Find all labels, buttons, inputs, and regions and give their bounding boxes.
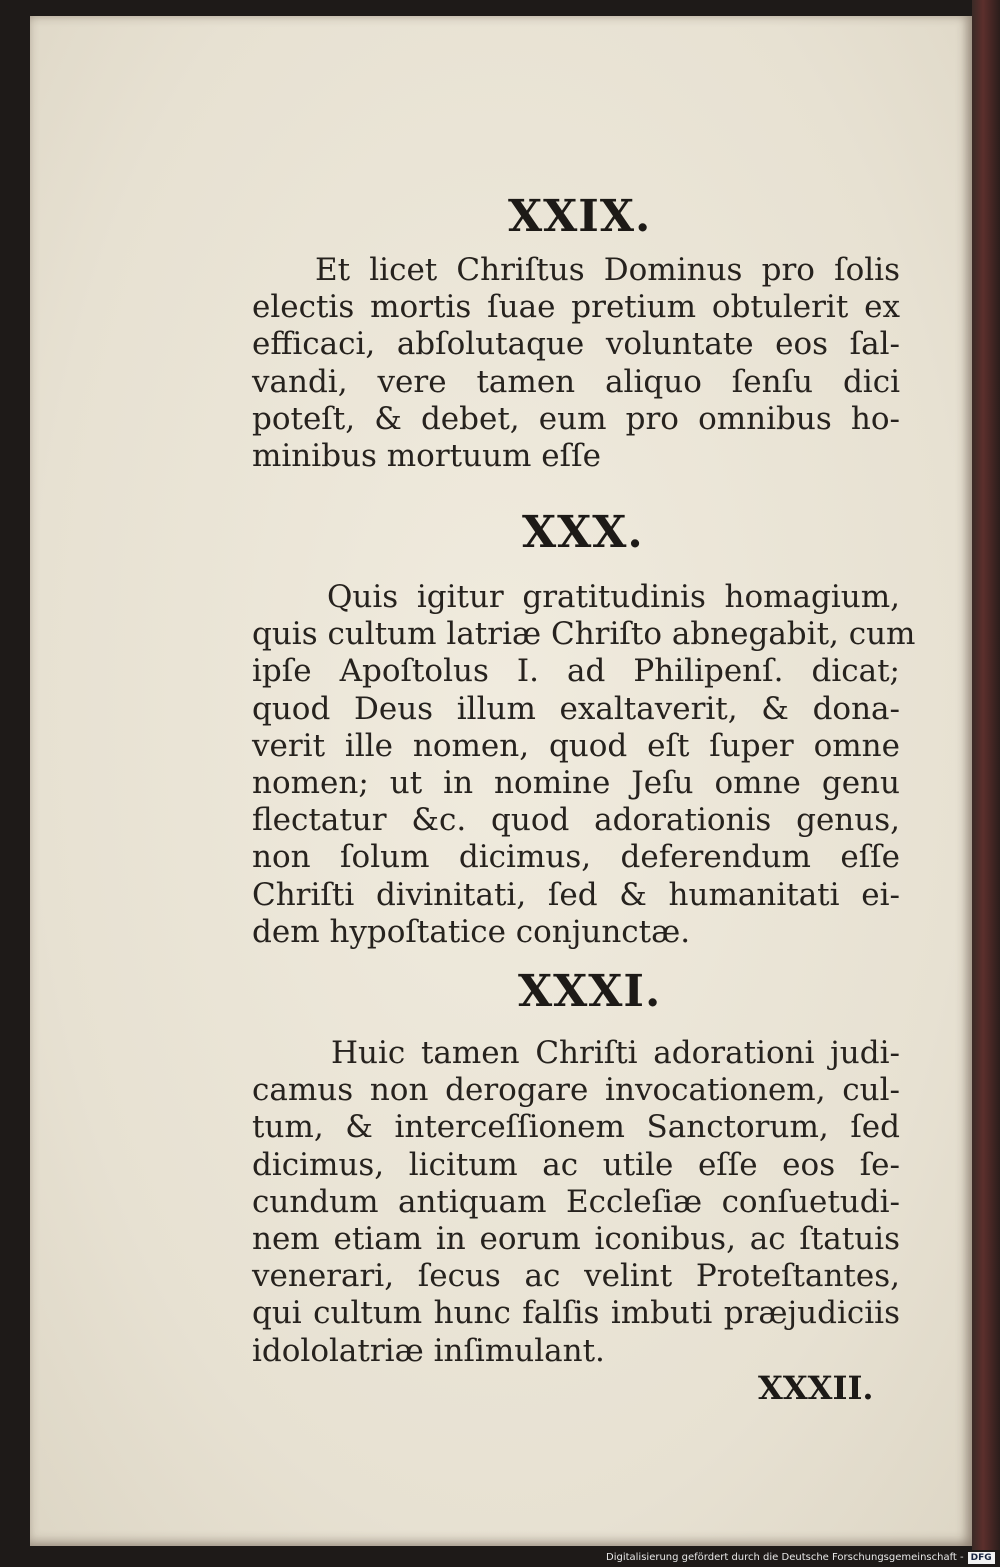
text-line: ipſe Apoſtolus I. ad Philipenſ. dicat;: [252, 653, 900, 690]
text-line: nomen; ut in nomine Jeſu omne genu: [252, 765, 900, 802]
text-line: Quis igitur gratitudinis homagium,: [327, 579, 900, 615]
text-line: nem etiam in eorum iconibus, ac ſtatuis: [252, 1221, 900, 1258]
text-line: tum, & interceſſionem Sanctorum, ſed: [252, 1109, 900, 1146]
text-line: Et licet Chriſtus Dominus pro ſolis: [315, 252, 900, 288]
credit-text: Digitalisierung gefördert durch die Deutsche Forschungsgemeinschaft -: [606, 1552, 964, 1563]
text-line: electis mortis ſuae pretium obtulerit ex: [252, 289, 900, 326]
text-line: poteſt, & debet, eum pro omnibus ho-: [252, 400, 900, 437]
text-line: Huic tamen Chriſti adorationi judi-: [331, 1035, 900, 1071]
section-paragraph-xxx: [252, 579, 916, 951]
text-line: minibus mortuum eſſe: [252, 438, 601, 475]
section-heading-xxxi: XXXI.: [518, 966, 662, 1017]
book-page: [30, 16, 972, 1546]
text-line: dicimus, licitum ac utile eſſe eos ſe-: [252, 1146, 900, 1183]
text-line: camus non derogare invocationem, cul-: [252, 1072, 900, 1109]
text-line: qui cultum hunc falſis imbuti præjudiciis: [252, 1295, 900, 1332]
text-line: non ſolum dicimus, deferendum eſſe: [252, 839, 900, 876]
catchword: XXXII.: [758, 1369, 874, 1407]
text-line: efficaci, abſolutaque voluntate eos ſal-: [252, 326, 900, 363]
text-line: cundum antiquam Eccleſiæ conſuetudi-: [252, 1183, 900, 1220]
text-line: dem hypoſtatice conjunctæ.: [252, 913, 691, 950]
text-line: idololatriæ inſimulant.: [252, 1332, 605, 1369]
section-heading-xxix: XXIX.: [508, 191, 652, 242]
text-line: quod Deus illum exaltaverit, & dona-: [252, 690, 900, 727]
text-line: quis cultum latriæ Chriſto abnegabit, cum: [252, 616, 916, 653]
text-line: verit ille nomen, quod eſt ſuper omne: [252, 727, 900, 764]
text-line: venerari, ſecus ac velint Proteſtantes,: [252, 1258, 900, 1295]
text-line: Chriſti divinitati, ſed & humanitati ei-: [252, 876, 900, 913]
digitization-credit: [606, 1551, 995, 1565]
text-line: vandi, vere tamen aliquo ſenſu dici: [252, 363, 900, 400]
dfg-logo: DFG: [968, 1552, 995, 1564]
text-line: flectatur &c. quod adorationis genus,: [252, 802, 900, 839]
section-paragraph-xxxi: [252, 1035, 900, 1370]
section-paragraph-xxix: [252, 252, 900, 475]
section-heading-xxx: XXX.: [522, 507, 644, 558]
book-spine-edge: [972, 0, 1000, 1550]
